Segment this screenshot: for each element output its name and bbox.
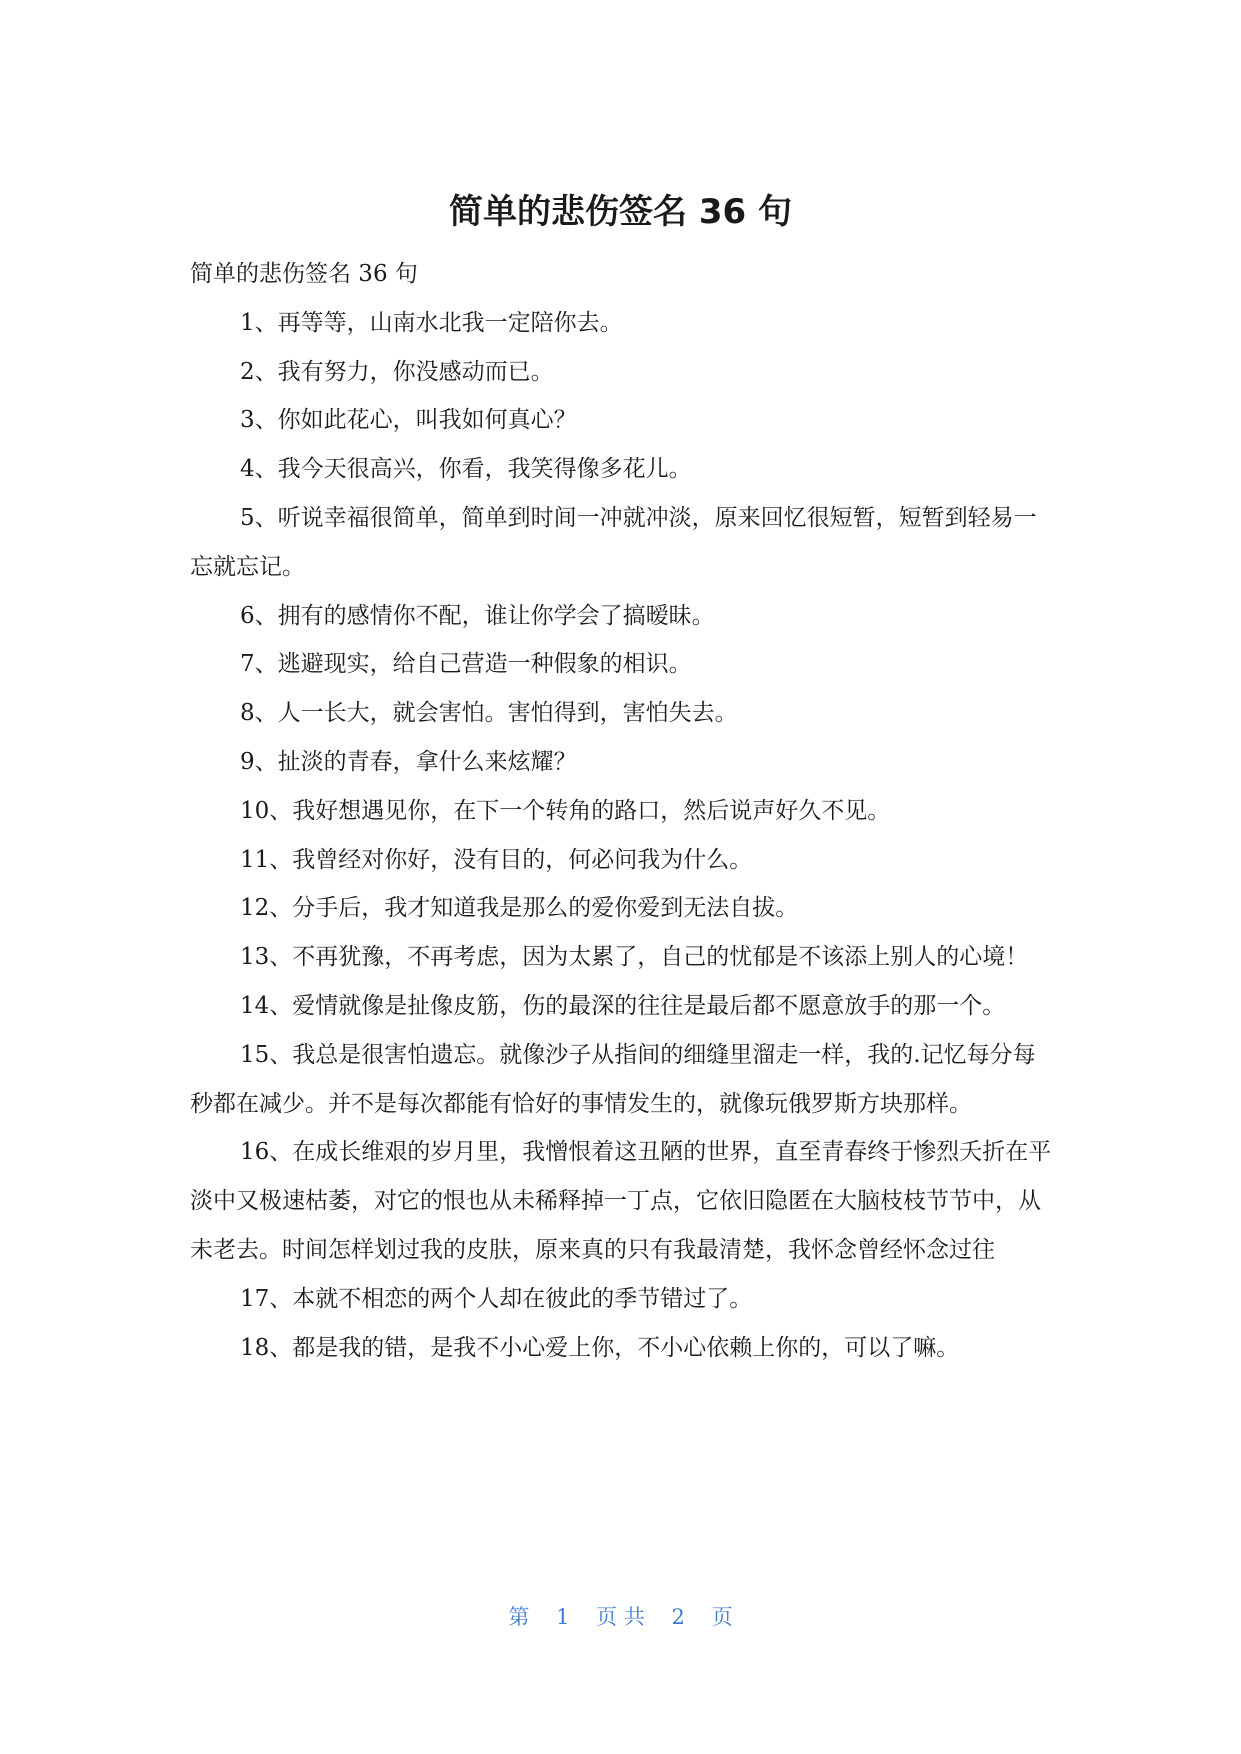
list-item: 7、逃避现实，给自己营造一种假象的相识。: [240, 651, 692, 678]
list-item: 9、扯淡的青春，拿什么来炫耀？: [240, 748, 577, 775]
page-label-prefix: 第: [508, 1605, 530, 1629]
list-item: 8、人一长大，就会害怕。害怕得到，害怕失去。: [240, 700, 738, 727]
list-item: 16、在成长维艰的岁月里，我憎恨着这丑陋的世界，直至青春终于惨烈夭折在平淡中又极速枯萎，对它的恨也从未稀释掉一丁点，它依旧隐匿在大脑枝枝节节中，从未老去。时间怎样划过我的皮肤，原来真的只有我最清楚，我怀念曾经怀念过往: [190, 1139, 1052, 1263]
list-item: 1、再等等，山南水北我一定陪你去。: [240, 309, 623, 336]
list-item: 10、我好想遇见你，在下一个转角的路口，然后说声好久不见。: [240, 797, 891, 824]
list-item: 11、我曾经对你好，没有目的，何必问我为什么。: [240, 846, 753, 873]
list-item: 12、分手后，我才知道我是那么的爱你爱到无法自拔。: [240, 895, 799, 922]
current-page-number: 1: [556, 1605, 570, 1629]
list-item: 2、我有努力，你没感动而已。: [240, 358, 554, 385]
document-body: [190, 250, 1058, 1372]
total-pages-number: 2: [671, 1605, 685, 1629]
list-item: 18、都是我的错，是我不小心爱上你，不小心依赖上你的，可以了嘛。: [240, 1334, 960, 1361]
list-item: 3、你如此花心，叫我如何真心？: [240, 407, 577, 434]
document-subtitle: 简单的悲伤签名 36 句: [190, 261, 418, 287]
list-item: 14、爱情就像是扯像皮筋，伤的最深的往往是最后都不愿意放手的那一个。: [240, 992, 1006, 1019]
list-item: 17、本就不相恋的两个人却在彼此的季节错过了。: [240, 1285, 753, 1312]
list-item: 13、不再犹豫，不再考虑，因为太累了，自己的忧郁是不该添上别人的心境！: [240, 944, 1029, 971]
document-title: 简单的悲伤签名 36 句: [449, 192, 792, 232]
page-label-mid: 页 共: [596, 1605, 645, 1629]
page-footer: [0, 1600, 1241, 1634]
list-item: 6、拥有的感情你不配，谁让你学会了搞暧昧。: [240, 602, 715, 629]
page-label-suffix: 页: [711, 1605, 733, 1629]
list-item: 15、我总是很害怕遗忘。就像沙子从指间的细缝里溜走一样，我的.记忆每分每秒都在减少。并不是每次都能有恰好的事情发生的，就像玩俄罗斯方块那样。: [190, 1041, 1036, 1117]
list-item: 4、我今天很高兴，你看，我笑得像多花儿。: [240, 456, 692, 483]
list-item: 5、听说幸福很简单，简单到时间一冲就冲淡，原来回忆很短暂，短暂到轻易一忘就忘记。: [190, 504, 1037, 580]
